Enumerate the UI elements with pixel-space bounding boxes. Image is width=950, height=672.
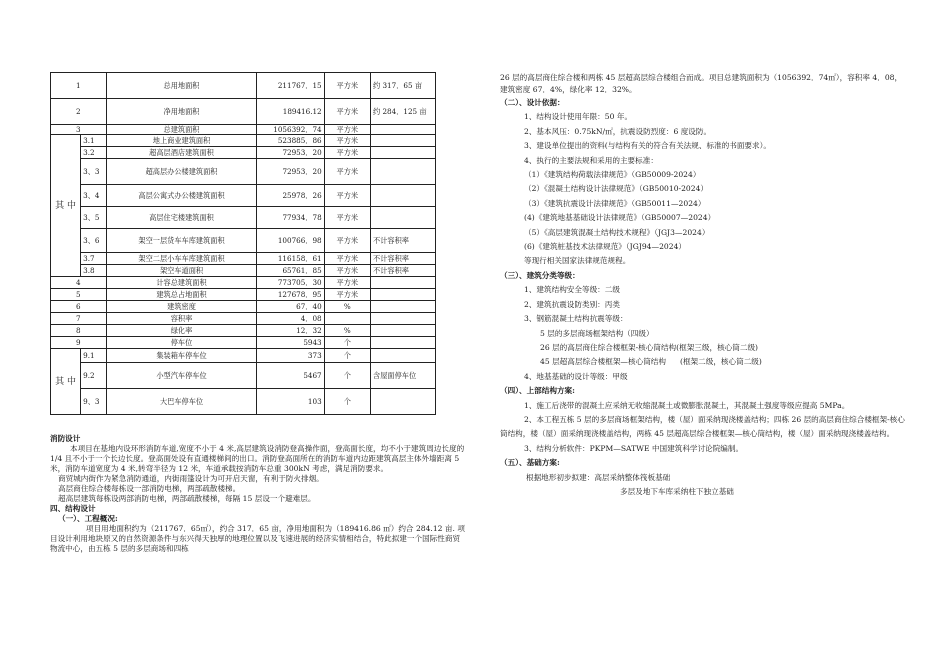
row-unit: 平方米	[324, 73, 370, 99]
structure-design-heading: 四、结构设计	[50, 504, 96, 513]
row-item-name: 超高层酒店建筑面积	[106, 147, 257, 159]
row-note	[371, 185, 436, 207]
row-item-name: 超高层办公楼建筑面积	[106, 159, 257, 185]
left-text-block	[50, 434, 466, 554]
row-item-name: 绿化率	[106, 325, 257, 337]
row-unit: 平方米	[324, 125, 370, 135]
basis-item: 3、建设单位提出的资料(与结构有关的符合有关法规、标准的书面要求）。	[524, 141, 771, 151]
table-subrow	[51, 159, 436, 185]
table-row	[51, 99, 436, 125]
class-subitem	[500, 355, 908, 369]
row-value: 773705．30	[257, 277, 324, 289]
row-item-name: 集装箱车停车位	[106, 349, 257, 363]
row-item-name: 高层公寓式办公楼建筑面积	[106, 185, 257, 207]
row-number: 3.8	[81, 265, 107, 277]
table-row	[51, 313, 436, 325]
row-unit: 平方米	[324, 277, 370, 289]
row-unit: 平方米	[324, 135, 370, 147]
standard-item: (6)《建筑桩基技术法律规范》（JGJ94—2024）	[524, 242, 687, 252]
row-note	[371, 337, 436, 349]
class-subitem: 5 层的多层商场框架结构（四级）	[540, 328, 654, 338]
row-number: 9	[51, 337, 107, 349]
row-value: 72953．20	[257, 159, 324, 185]
row-value: 523885．86	[257, 135, 324, 147]
row-value: 77934．78	[257, 207, 324, 229]
row-item-name: 建筑总占地面积	[106, 289, 257, 301]
table-subrow	[51, 349, 436, 363]
row-note	[371, 277, 436, 289]
row-unit: 平方米	[324, 159, 370, 185]
row-unit	[324, 313, 370, 325]
row-unit: 平方米	[324, 207, 370, 229]
row-number: 3、4	[81, 185, 107, 207]
table-subrow	[51, 389, 436, 415]
row-unit: 个	[324, 389, 370, 415]
row-value: 5943	[257, 337, 324, 349]
row-note: 约 284．125 亩	[371, 99, 436, 125]
row-number: 3.2	[81, 147, 107, 159]
row-number: 3.7	[81, 253, 107, 265]
design-basis-heading: （二）、设计依据：	[500, 98, 565, 107]
standard-item: （2）《混凝土结构设计法律规范》（GB50010-2024）	[524, 184, 709, 194]
class-item: 4、地基基础的设计等级：甲级	[524, 371, 628, 381]
row-number: 2	[51, 99, 107, 125]
row-number: 5	[51, 289, 107, 301]
row-note	[371, 301, 436, 313]
table-subrow	[51, 207, 436, 229]
fire-design-item: 高层商住综合楼每栋设一部消防电梯，两部疏散楼梯。	[58, 484, 241, 493]
row-item-name: 计容总建筑面积	[106, 277, 257, 289]
row-value: 116158．61	[257, 253, 324, 265]
row-number: 1	[51, 73, 107, 99]
row-value: 4．08	[257, 313, 324, 325]
row-note	[371, 159, 436, 185]
table-subrow	[51, 265, 436, 277]
basis-item: 1、结构设计使用年限：50 年。	[524, 112, 633, 122]
table-row	[51, 73, 436, 99]
classification-heading: （三）、建筑分类等级：	[500, 270, 580, 280]
upper-item: 1、施工后浇带的混凝土应采纳无收缩混凝土或微膨胀混凝土，其混凝土强度等级应提高 5MPa。	[524, 400, 850, 410]
row-note	[371, 289, 436, 301]
standard-item: (4)《建筑地基基础设计法律规范》（GB50007—2024）	[524, 213, 716, 223]
table-row	[51, 325, 436, 337]
row-note	[371, 389, 436, 415]
row-number: 3.1	[81, 135, 107, 147]
row-note: 不计容积率	[371, 265, 436, 277]
row-number: 9、3	[81, 389, 107, 415]
row-value: 12．32	[257, 325, 324, 337]
right-text-block	[500, 72, 908, 499]
merged-label: 其 中	[51, 135, 81, 277]
table-row	[51, 277, 436, 289]
row-item-name: 容积率	[106, 313, 257, 325]
class-item: 1、建筑结构安全等级：二级	[524, 285, 620, 295]
row-item-name: 架空一层货车车库建筑面积	[106, 229, 257, 253]
row-value: 211767．15	[257, 73, 324, 99]
row-item-name: 净用地面积	[106, 99, 257, 125]
row-value: 72953．20	[257, 147, 324, 159]
standard-item: （3）《建筑抗震设计法律规范》（GB50011—2024）	[524, 198, 706, 208]
fire-design-item: 超高层建筑每栋设两部消防电梯，两部疏散楼梯，每隔 15 层设一个避难层。	[58, 494, 316, 503]
row-item-name: 地上商业建筑面积	[106, 135, 257, 147]
row-unit: 个	[324, 363, 370, 389]
basis-item: 2、基本风压：0.75kN/㎡，抗震设防烈度：6 度设防。	[524, 126, 712, 136]
row-item-name: 总建筑面积	[106, 125, 257, 135]
foundation-item: 根据地形初步拟建：高层采纳整体筏板基础	[526, 472, 671, 482]
row-value: 65761．85	[257, 265, 324, 277]
standard-item: （1）《建筑结构荷载法律规范》（GB50009-2024）	[524, 170, 701, 180]
row-item-name: 架空车道面积	[106, 265, 257, 277]
row-number: 3、5	[81, 207, 107, 229]
row-note	[371, 349, 436, 363]
row-note	[371, 313, 436, 325]
class-subitem: 26 层的高层商住综合楼框架-核心筒结构(框架三级，核心筒二级)	[540, 342, 759, 352]
row-value: 5467	[257, 363, 324, 389]
row-note	[371, 325, 436, 337]
row-number: 7	[51, 313, 107, 325]
upper-item: 2、本工程五栋 5 层的多层商场框架结构，楼（屋）面采纳现浇楼盖结构；四栋 26 层的高层商住综合楼框架-核心筒结构，楼（屋）面采纳现浇楼盖结构，两栋 45 层超高层综合楼框架—核心筒结构，楼（屋）面采纳现浇楼盖结构。	[500, 414, 905, 439]
row-item-name: 停车位	[106, 337, 257, 349]
table-row	[51, 125, 436, 135]
row-note: 约 317．65 亩	[371, 73, 436, 99]
row-note	[371, 207, 436, 229]
row-value: 189416.12	[257, 99, 324, 125]
row-number: 9.2	[81, 363, 107, 389]
row-note	[371, 147, 436, 159]
row-item-name: 高层住宅楼建筑面积	[106, 207, 257, 229]
class-item: 2、建筑抗震设防类别：丙类	[524, 299, 620, 309]
row-value: 25978．26	[257, 185, 324, 207]
row-number: 9.1	[81, 349, 107, 363]
class-subitem-text: 45 层超高层综合楼框架—核心筒结构	[540, 357, 666, 367]
fire-design-paragraph: 本项目在基地内设环形消防车道,宽度不小于 4 米,高层建筑设消防登高操作面，登高面长度，均不小于建筑周边长度的 1/4 且不小于一个长边长度。登高面处设有直通楼梯间的出口。消防登高面所在的消防车道内边距建筑高层主体外墙距离 5 米，消防车道宽度为 4 米,转弯半径为 12 米，车道承载按消防车总重 300kN 考虑，满足消防要求。	[50, 444, 465, 473]
fire-design-heading: 消防设计	[50, 434, 81, 443]
row-unit: %	[324, 325, 370, 337]
overview-continued: 26 层的高层商住综合楼和两栋 45 层超高层综合楼组合而成。项目总建筑面积为（1056392．74㎡），容积率 4．08，建筑密度 67．4%，绿化率 12．32%。	[500, 73, 903, 94]
foundation-item: 多层及地下车库采纳柱下独立基础	[620, 486, 734, 496]
row-number: 6	[51, 301, 107, 313]
basis-item: 4、执行的主要法规和采用的主要标准：	[524, 155, 658, 165]
row-value: 127678．95	[257, 289, 324, 301]
row-number: 8	[51, 325, 107, 337]
table-subrow	[51, 185, 436, 207]
row-unit: 平方米	[324, 253, 370, 265]
upper-item: 3、结构分析软件：PKPM—SATWE 中国建筑科学讨论院编制。	[524, 443, 744, 453]
row-unit: 平方米	[324, 265, 370, 277]
table-row	[51, 301, 436, 313]
row-number: 4	[51, 277, 107, 289]
standard-item: （5）《高层建筑混凝土结构技术规程》（JGJ3—2024）	[524, 227, 710, 237]
row-value: 1056392．74	[257, 125, 324, 135]
row-item-name: 总用地面积	[106, 73, 257, 99]
row-number: 3、6	[81, 229, 107, 253]
row-value: 100766．98	[257, 229, 324, 253]
row-value: 67．40	[257, 301, 324, 313]
row-item-name: 建筑密度	[106, 301, 257, 313]
table-subrow	[51, 147, 436, 159]
foundation-heading: （五）、基础方案:	[500, 458, 560, 468]
table-subrow	[51, 229, 436, 253]
fire-design-item: 商贸城内街作为紧急消防通道，内街雨篷设计为可开启天窗，有利于防火排烟。	[58, 474, 324, 483]
row-value: 103	[257, 389, 324, 415]
row-item-name: 大巴车停车位	[106, 389, 257, 415]
merged-label: 其 中	[51, 349, 81, 415]
row-number: 3	[51, 125, 107, 135]
row-number: 3、3	[81, 159, 107, 185]
row-unit: %	[324, 301, 370, 313]
overview-heading: （一）、工程概况:	[58, 514, 118, 523]
overview-paragraph: 项目用地面积约为（211767．65㎡），约合 317．65 亩，净用地面积为（189416.86 ㎡）约合 284.12 亩. 项目设计利用地块原又的自然资源条件与东兴得天独厚的地理位置以及飞速进展的经济实情相结合，特此拟建一个国际性商贸物流中心，由五栋 5 层的多层商场和四栋	[50, 524, 465, 553]
table-row	[51, 289, 436, 301]
row-item-name: 小型汽车停车位	[106, 363, 257, 389]
row-note: 不计容积率	[371, 253, 436, 265]
class-item: 3、钢筋混凝土结构抗震等级：	[524, 314, 628, 324]
row-unit: 平方米	[324, 229, 370, 253]
technical-indicators-table	[50, 72, 436, 415]
standard-item: 等现行相关国家法律规范规程。	[524, 256, 631, 266]
row-note	[371, 125, 436, 135]
table-subrow	[51, 253, 436, 265]
row-item-name: 架空二层小车车库建筑面积	[106, 253, 257, 265]
row-unit: 平方米	[324, 185, 370, 207]
row-unit: 平方米	[324, 147, 370, 159]
row-unit: 个	[324, 349, 370, 363]
row-note	[371, 135, 436, 147]
row-unit: 平方米	[324, 289, 370, 301]
row-note: 不计容积率	[371, 229, 436, 253]
table-row	[51, 337, 436, 349]
row-unit: 个	[324, 337, 370, 349]
row-note: 含屋面停车位	[371, 363, 436, 389]
upper-structure-heading: （四）、上部结构方案:	[500, 386, 575, 396]
row-value: 373	[257, 349, 324, 363]
table-subrow	[51, 135, 436, 147]
table-subrow	[51, 363, 436, 389]
row-unit: 平方米	[324, 99, 370, 125]
class-subitem-grade: (框架二级，核心筒二级)	[679, 357, 762, 367]
